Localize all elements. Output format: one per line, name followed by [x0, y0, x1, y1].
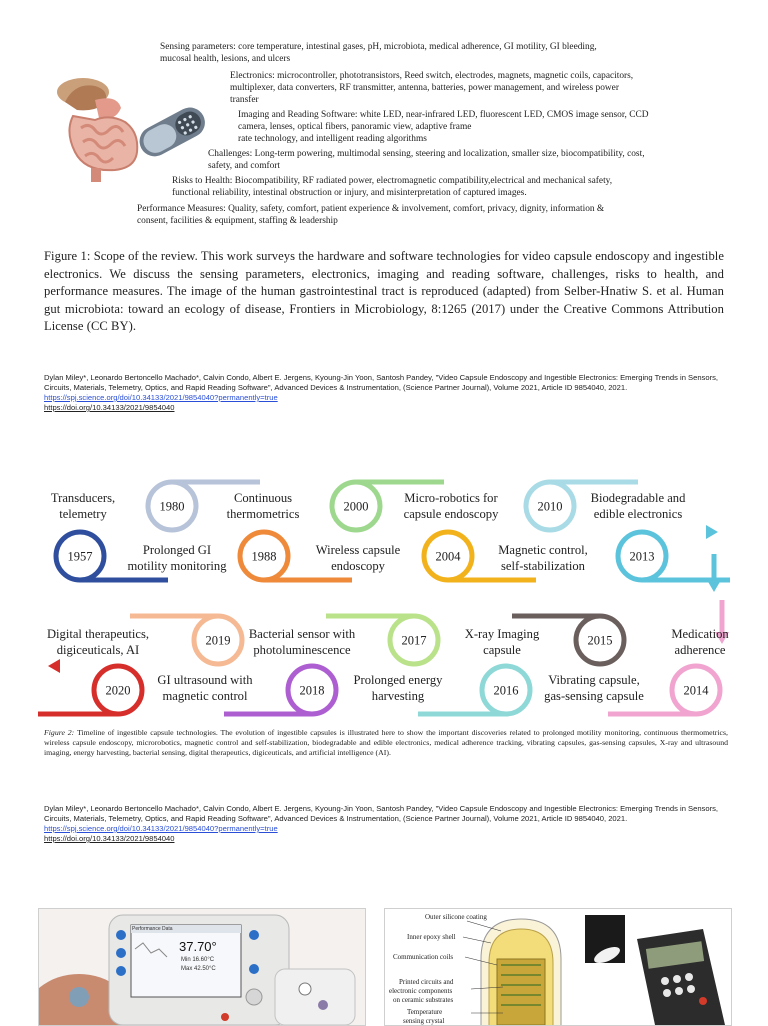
timeline-year-2015: 2015 — [587, 633, 613, 648]
timeline-year-2013: 2013 — [629, 549, 655, 564]
challenges-line-1: Challenges: Long-term powering, multimodal sensing, steering and localization, smaller size, biocompatibility, cost, — [208, 149, 645, 159]
citation-1 — [44, 373, 734, 413]
timeline-year-2010: 2010 — [537, 499, 563, 514]
timeline-year-2014: 2014 — [683, 683, 709, 698]
imaging-line-2: camera, lenses, optical fibers, panoramic view, adaptive frame — [238, 122, 472, 132]
citation-link-permanent[interactable]: https://spj.science.org/doi/10.34133/2021/9854040?permanently=true — [44, 824, 278, 833]
timeline-year-1957: 1957 — [67, 549, 93, 564]
timeline-year-2020: 2020 — [105, 683, 131, 698]
performance-line-1: Performance Measures: Quality, safety, comfort, patient experience & involvement, comfort, privacy, dignity, information & — [137, 204, 605, 214]
timeline-label-8: Medication adherence — [671, 627, 729, 657]
device-screen-min: Min 16.60°C — [181, 957, 215, 963]
timeline-label-3: Continuous thermometrics — [226, 491, 300, 521]
device-screen-header: Performance Data — [132, 926, 173, 932]
timeline-year-1988: 1988 — [251, 549, 277, 564]
thermometer-device-photo — [38, 908, 366, 1026]
risks-line-1: Risks to Health: Biocompatibility, RF radiated power, electromagnetic compatibility,electrical and mechanical safety, — [172, 176, 613, 186]
figure-1-caption: Figure 1: Scope of the review. This work surveys the hardware and software technologies for video capsule endoscopy and ingestible electronics. We discuss the sensing parameters, electronics, imaging and reading software, challenges, risks to health, and performance measures. The image of the human gastrointestinal tract is reproduced (adapted) from Selber-Hnatiw S. et al. Human gut microbiota: toward an ecology of disease, Frontiers in Microbiology, 8:1265 (2017) under the Creative Commons Attribution License (CC BY). — [44, 249, 724, 334]
capsule-cross-section-photo — [384, 908, 732, 1026]
sensing-parameters-line-1: Sensing parameters: core temperature, intestinal gases, pH, microbiota, medical adherence, GI motility, GI bleeding, — [160, 42, 597, 52]
citation-text: Dylan Miley*, Leonardo Bertoncello Machado*, Calvin Condo, Albert E. Jergens, Kyoung-Jin Yoon, Santosh Pandey, "Video Capsule Endoscopy and Ingestible Electronics: Emerging Trends in Sensors, Circuits, Materials, Telemetry, Optics, and Rapid Reading Software", Advanced Devices & Instrumentation, (Science Partner Journal), Volume 2021, Article ID 9854040, 2021. — [44, 804, 719, 823]
imaging-line-3: rate technology, and intelligent reading algorithms — [238, 134, 427, 144]
capsule-label-sensor-2: sensing crystal — [403, 1017, 445, 1025]
timeline-label-5: Micro-robotics for capsule endoscopy — [403, 491, 499, 521]
timeline-year-2000: 2000 — [343, 499, 369, 514]
performance-line-2: consent, facilities & equipment, staffing & leadership — [137, 216, 338, 226]
timeline-label-2: Prolonged GI motility monitoring — [127, 543, 227, 573]
capsule-label-circuits-2: electronic components — [389, 987, 453, 995]
capsule-label-coils: Communication coils — [393, 953, 454, 961]
timeline-arrow-right — [706, 525, 718, 539]
timeline-label-7: Biodegradable and edible electronics — [590, 491, 686, 521]
capsule-label-outer: Outer silicone coating — [425, 913, 487, 921]
timeline-arrow-left — [48, 659, 60, 673]
timeline-label-9: Vibrating capsule, gas-sensing capsule — [544, 673, 644, 703]
timeline-label-1: Transducers, telemetry — [50, 491, 116, 521]
figure-2-label: Figure 2: — [44, 728, 75, 737]
citation-2 — [44, 804, 734, 844]
timeline-label-4: Wireless capsule endoscopy — [315, 543, 401, 573]
electronics-line-2: multiplexer, data converters, RF transmitter, antenna, batteries, power management, and wireless power — [230, 83, 619, 93]
capsule-timeline — [38, 476, 738, 726]
timeline-year-1980: 1980 — [159, 499, 185, 514]
capsule-label-inner: Inner epoxy shell — [407, 933, 456, 941]
device-screen-max: Max 42.50°C — [181, 966, 216, 972]
figure-2-text: Timeline of ingestible capsule technologies. The evolution of ingestible capsules is illustrated here to show the important discoveries related to prolonged motility monitoring, continuous thermometrics, wireless capsule endoscopy, microrobotics, magnetic control and self-stabilization, biodegradable and edible electronics, medical adherence tracking, vibrating capsules, gas-sensing capsules, X-ray and ultrasound imaging, energy harvesting, bacterial sensing, digital therapeutics, digiceuticals, and artificial intelligence (AI). — [44, 728, 728, 757]
device-screen-temp: 37.70° — [179, 939, 217, 954]
timeline-year-2004: 2004 — [435, 549, 461, 564]
timeline-label-10: X-ray Imaging capsule — [464, 627, 540, 657]
capsule-label-sensor-1: Temperature — [407, 1008, 443, 1016]
citation-link-doi[interactable]: https://doi.org/10.34133/2021/9854040 — [44, 403, 175, 412]
electronics-line-3: transfer — [230, 95, 259, 105]
timeline-label-14: Digital therapeutics, digiceuticals, AI — [46, 627, 150, 657]
timeline-arrow-down — [707, 580, 721, 592]
risks-line-2: functional reliability, intestinal obstruction or injury, and misinterpretation of captured images. — [172, 188, 527, 198]
figure-2-caption — [44, 728, 728, 758]
timeline-year-2017: 2017 — [401, 633, 427, 648]
electronics-line-1: Electronics: microcontroller, phototransistors, Reed switch, electrodes, magnets, magnetic coils, capacitors, — [230, 71, 634, 81]
timeline-label-11: Prolonged energy harvesting — [353, 673, 443, 703]
timeline-label-12: Bacterial sensor with photoluminescence — [248, 627, 356, 657]
timeline-year-2016: 2016 — [493, 683, 519, 698]
citation-link-permanent[interactable]: https://spj.science.org/doi/10.34133/2021/9854040?permanently=true — [44, 393, 278, 402]
citation-link-doi[interactable]: https://doi.org/10.34133/2021/9854040 — [44, 834, 175, 843]
citation-text: Dylan Miley*, Leonardo Bertoncello Machado*, Calvin Condo, Albert E. Jergens, Kyoung-Jin Yoon, Santosh Pandey, "Video Capsule Endoscopy and Ingestible Electronics: Emerging Trends in Sensors, Circuits, Materials, Telemetry, Optics, and Rapid Reading Software", Advanced Devices & Instrumentation, (Science Partner Journal), Volume 2021, Article ID 9854040, 2021. — [44, 373, 719, 392]
timeline-node-2020 — [38, 666, 142, 714]
imaging-line-1: Imaging and Reading Software: white LED, near-infrared LED, fluorescent LED, CMOS image sensor, CCD — [238, 110, 649, 120]
challenges-line-2: safety, and comfort — [208, 161, 281, 171]
timeline-year-2019: 2019 — [205, 633, 231, 648]
capsule-label-circuits-3: on ceramic substrates — [393, 996, 454, 1004]
timeline-label-13: GI ultrasound with magnetic control — [157, 673, 253, 703]
timeline-year-2018: 2018 — [299, 683, 325, 698]
sensing-parameters-line-2: mucosal health, lesions, and ulcers — [160, 54, 291, 64]
timeline-label-6: Magnetic control, self-stabilization — [498, 543, 588, 573]
gi-tract-illustration — [55, 72, 210, 184]
capsule-label-circuits-1: Printed circuits and — [399, 978, 454, 986]
